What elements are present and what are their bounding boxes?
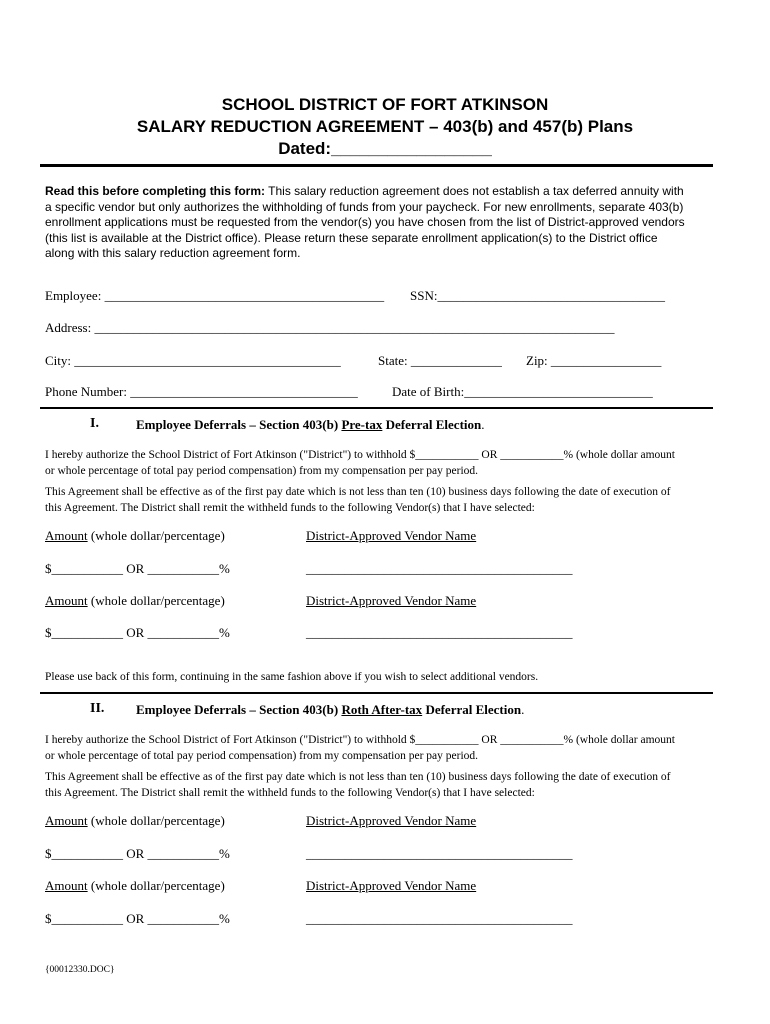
section1-amount-label-1: Amount (whole dollar/percentage) bbox=[45, 528, 225, 543]
section1-effective: This Agreement shall be effective as of the first pay date which is not less than ten (10) business days following the date of execution of this Agreement. The District shall remit the withheld funds to the following Vendor(s) that I have selected: bbox=[45, 486, 671, 514]
zip-field[interactable]: Zip: _________________ bbox=[526, 353, 662, 368]
section1-vendor-blank-1[interactable]: _________________________________________ bbox=[306, 561, 573, 576]
agreement-title: SALARY REDUCTION AGREEMENT – 403(b) and 457(b) Plans bbox=[136, 117, 634, 136]
intro-bold-lead: Read this before completing this form: bbox=[45, 184, 266, 198]
dated-line[interactable]: Dated:_________________ bbox=[278, 139, 492, 158]
district-title: SCHOOL DISTRICT OF FORT ATKINSON bbox=[221, 95, 549, 114]
section1-amount-label-2: Amount (whole dollar/percentage) bbox=[45, 593, 225, 608]
section2-rule bbox=[40, 692, 713, 694]
section1-title-end: . bbox=[481, 417, 485, 432]
section1-amount-blank-1[interactable]: $___________ OR ___________% bbox=[45, 561, 230, 576]
section2-amount-blank-2[interactable]: $___________ OR ___________% bbox=[45, 911, 230, 926]
section2-title-end: . bbox=[521, 702, 525, 717]
section1-amount-blank-2[interactable]: $___________ OR ___________% bbox=[45, 625, 230, 640]
ssn-field[interactable]: SSN:___________________________________ bbox=[410, 288, 665, 303]
section2-number: II. bbox=[90, 701, 105, 716]
section1-rule bbox=[40, 407, 713, 409]
address-field[interactable]: Address: ________________________________________________________________________________ bbox=[45, 320, 615, 335]
section1-vendor-blank-2[interactable]: _________________________________________ bbox=[306, 625, 573, 640]
section1-number: I. bbox=[90, 416, 99, 431]
city-field[interactable]: City: _________________________________________ bbox=[45, 353, 341, 368]
section1-title-pre: Employee Deferrals – Section 403(b) bbox=[136, 417, 342, 432]
section2-title-post: Deferral Election bbox=[422, 702, 522, 717]
additional-vendors-note: Please use back of this form, continuing in the same fashion above if you wish to select additional vendors. bbox=[45, 671, 539, 683]
header-rule bbox=[40, 164, 713, 167]
section2-title-underlined: Roth After-tax bbox=[341, 702, 423, 717]
section1-title bbox=[136, 417, 485, 433]
section2-amount-blank-1[interactable]: $___________ OR ___________% bbox=[45, 846, 230, 861]
section2-title bbox=[136, 702, 524, 718]
section1-title-post: Deferral Election bbox=[382, 417, 482, 432]
section2-amount-label-2: Amount (whole dollar/percentage) bbox=[45, 878, 225, 893]
section2-vendor-blank-1[interactable]: _________________________________________ bbox=[306, 846, 573, 861]
section2-vendor-blank-2[interactable]: _________________________________________ bbox=[306, 911, 573, 926]
section2-effective: This Agreement shall be effective as of the first pay date which is not less than ten (10) business days following the date of execution of this Agreement. The District shall remit the withheld funds to the following Vendor(s) that I have selected: bbox=[45, 771, 671, 799]
section1-authorization: I hereby authorize the School District of Fort Atkinson ("District") to withhold $___________ OR ___________% (whole dollar amount or whole percentage of total pay period compensation) from my compensation per pay period. bbox=[45, 449, 675, 477]
section2-vendor-label-1: District-Approved Vendor Name bbox=[306, 813, 477, 828]
section2-authorization: I hereby authorize the School District of Fort Atkinson ("District") to withhold $___________ OR ___________% (whole dollar amount or whole percentage of total pay period compensation) from my compensation per pay period. bbox=[45, 734, 675, 762]
section1-vendor-label-2: District-Approved Vendor Name bbox=[306, 593, 477, 608]
state-field[interactable]: State: ______________ bbox=[378, 353, 502, 368]
document-id-footer: {00012330.DOC} bbox=[45, 965, 115, 975]
phone-field[interactable]: Phone Number: ___________________________________ bbox=[45, 384, 358, 399]
section2-title-pre: Employee Deferrals – Section 403(b) bbox=[136, 702, 342, 717]
section2-amount-label-1: Amount (whole dollar/percentage) bbox=[45, 813, 225, 828]
section2-vendor-label-2: District-Approved Vendor Name bbox=[306, 878, 477, 893]
intro-paragraph bbox=[45, 184, 685, 262]
employee-field[interactable]: Employee: ___________________________________________ bbox=[45, 288, 385, 303]
section1-vendor-label-1: District-Approved Vendor Name bbox=[306, 528, 477, 543]
dob-field[interactable]: Date of Birth:_____________________________ bbox=[392, 384, 653, 399]
intro-text: This salary reduction agreement does not establish a tax deferred annuity with a specific vendor but only authorizes the withholding of funds from your paycheck. For new enrollments, separate 403(b) enrollment applications must be requested from the vendor(s) you have chosen from the list of District-approved vendors (this list is available at the District office). Please return these separate enrollment application(s) to the District office along with this salary reduction agreement form. bbox=[45, 184, 685, 260]
section1-title-underlined: Pre-tax bbox=[341, 417, 383, 432]
